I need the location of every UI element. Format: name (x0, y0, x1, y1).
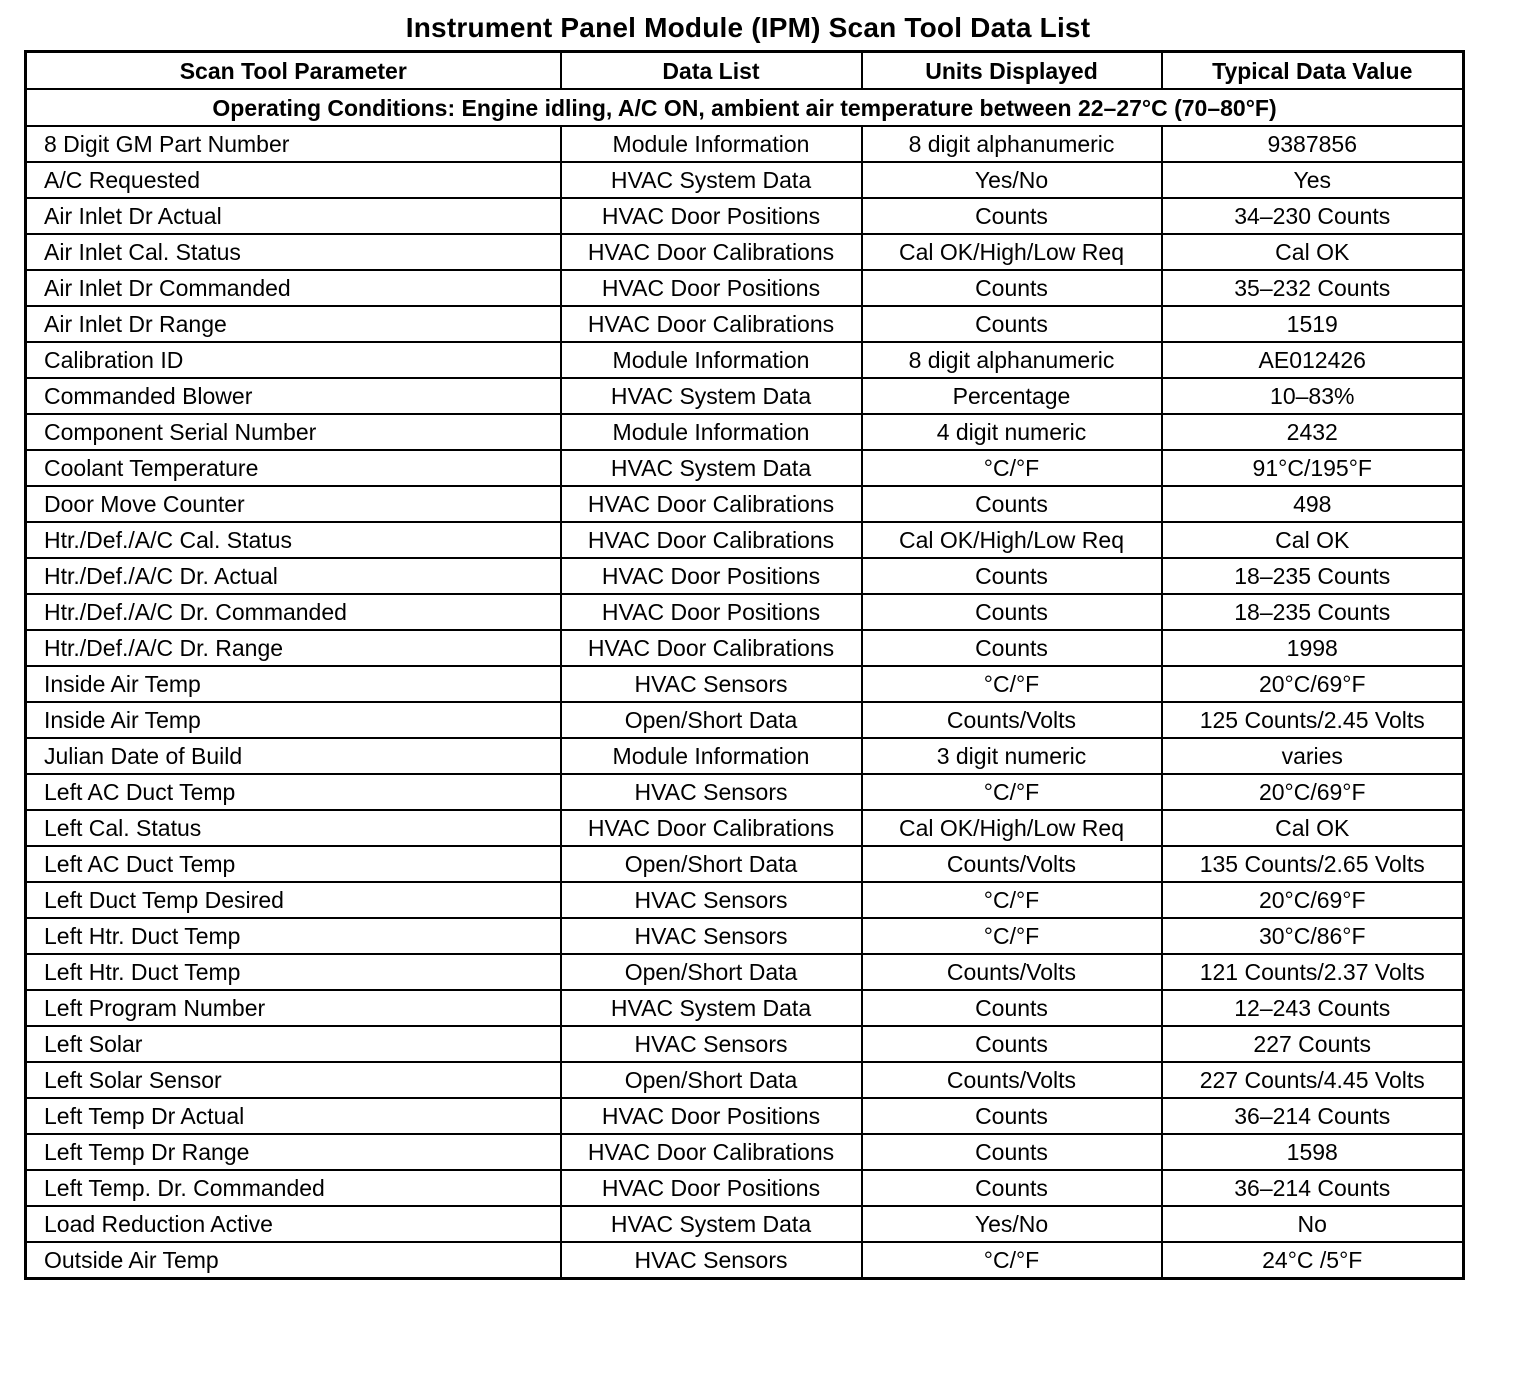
cell-parameter: Left Htr. Duct Temp (26, 918, 561, 954)
cell-data-list: HVAC Door Positions (561, 270, 862, 306)
cell-parameter: Left AC Duct Temp (26, 846, 561, 882)
table-row (26, 918, 1464, 954)
column-header-units: Units Displayed (862, 52, 1162, 90)
cell-parameter: Air Inlet Dr Commanded (26, 270, 561, 306)
table-row (26, 702, 1464, 738)
cell-units: Percentage (862, 378, 1162, 414)
cell-parameter: 8 Digit GM Part Number (26, 126, 561, 162)
cell-typical-value: 30°C/86°F (1162, 918, 1464, 954)
cell-data-list: Open/Short Data (561, 846, 862, 882)
cell-units: Counts (862, 1026, 1162, 1062)
cell-units: °C/°F (862, 666, 1162, 702)
cell-typical-value: 227 Counts (1162, 1026, 1464, 1062)
cell-data-list: Module Information (561, 738, 862, 774)
cell-units: Counts (862, 306, 1162, 342)
table-row (26, 378, 1464, 414)
cell-data-list: Open/Short Data (561, 702, 862, 738)
cell-parameter: Htr./Def./A/C Dr. Range (26, 630, 561, 666)
cell-typical-value: AE012426 (1162, 342, 1464, 378)
cell-units: Cal OK/High/Low Req (862, 522, 1162, 558)
cell-units: Counts/Volts (862, 702, 1162, 738)
cell-data-list: HVAC Door Calibrations (561, 306, 862, 342)
header-row (26, 52, 1464, 90)
cell-data-list: HVAC Sensors (561, 774, 862, 810)
cell-typical-value: 36–214 Counts (1162, 1098, 1464, 1134)
column-header-typical-value: Typical Data Value (1162, 52, 1464, 90)
cell-data-list: Open/Short Data (561, 954, 862, 990)
cell-data-list: Module Information (561, 414, 862, 450)
cell-typical-value: 227 Counts/4.45 Volts (1162, 1062, 1464, 1098)
cell-units: °C/°F (862, 1242, 1162, 1279)
table-row (26, 234, 1464, 270)
cell-typical-value: 20°C/69°F (1162, 882, 1464, 918)
cell-parameter: Htr./Def./A/C Dr. Commanded (26, 594, 561, 630)
cell-typical-value: varies (1162, 738, 1464, 774)
cell-parameter: Left Solar (26, 1026, 561, 1062)
table-row (26, 1098, 1464, 1134)
table-row (26, 486, 1464, 522)
cell-typical-value: 18–235 Counts (1162, 594, 1464, 630)
cell-typical-value: No (1162, 1206, 1464, 1242)
cell-typical-value: 498 (1162, 486, 1464, 522)
table-row (26, 558, 1464, 594)
cell-data-list: Module Information (561, 126, 862, 162)
cell-units: Counts/Volts (862, 954, 1162, 990)
table-row (26, 882, 1464, 918)
table-row (26, 810, 1464, 846)
cell-typical-value: 35–232 Counts (1162, 270, 1464, 306)
cell-data-list: HVAC Door Positions (561, 1098, 862, 1134)
table-row (26, 954, 1464, 990)
table-row (26, 306, 1464, 342)
cell-parameter: Inside Air Temp (26, 666, 561, 702)
cell-units: Yes/No (862, 1206, 1162, 1242)
cell-parameter: Calibration ID (26, 342, 561, 378)
cell-typical-value: 91°C/195°F (1162, 450, 1464, 486)
cell-typical-value: 121 Counts/2.37 Volts (1162, 954, 1464, 990)
table-row (26, 738, 1464, 774)
table-body (26, 126, 1464, 1279)
cell-data-list: HVAC Door Positions (561, 198, 862, 234)
operating-conditions-row (26, 89, 1464, 126)
table-row (26, 126, 1464, 162)
cell-parameter: Left Temp Dr Range (26, 1134, 561, 1170)
cell-data-list: HVAC Sensors (561, 918, 862, 954)
cell-parameter: Left Cal. Status (26, 810, 561, 846)
cell-parameter: Left Duct Temp Desired (26, 882, 561, 918)
table-row (26, 162, 1464, 198)
cell-parameter: A/C Requested (26, 162, 561, 198)
operating-conditions: Operating Conditions: Engine idling, A/C ON, ambient air temperature between 22–27°C (70–80°F) (26, 89, 1464, 126)
table-row (26, 594, 1464, 630)
cell-data-list: HVAC Sensors (561, 666, 862, 702)
table-row (26, 1206, 1464, 1242)
page-title: Instrument Panel Module (IPM) Scan Tool Data List (405, 12, 1091, 43)
table-row (26, 774, 1464, 810)
cell-units: Counts (862, 1098, 1162, 1134)
cell-units: Counts (862, 558, 1162, 594)
table-row (26, 450, 1464, 486)
table-row (26, 198, 1464, 234)
table-row (26, 1170, 1464, 1206)
cell-units: °C/°F (862, 882, 1162, 918)
cell-typical-value: 9387856 (1162, 126, 1464, 162)
cell-typical-value: 125 Counts/2.45 Volts (1162, 702, 1464, 738)
cell-parameter: Air Inlet Dr Actual (26, 198, 561, 234)
cell-typical-value: 20°C/69°F (1162, 774, 1464, 810)
cell-data-list: HVAC Door Calibrations (561, 630, 862, 666)
table-row (26, 1062, 1464, 1098)
cell-units: Yes/No (862, 162, 1162, 198)
table-row (26, 342, 1464, 378)
cell-typical-value: 2432 (1162, 414, 1464, 450)
cell-typical-value: 24°C /5°F (1162, 1242, 1464, 1279)
cell-units: °C/°F (862, 918, 1162, 954)
cell-parameter: Left Htr. Duct Temp (26, 954, 561, 990)
cell-parameter: Inside Air Temp (26, 702, 561, 738)
cell-parameter: Component Serial Number (26, 414, 561, 450)
cell-typical-value: 1519 (1162, 306, 1464, 342)
cell-typical-value: 18–235 Counts (1162, 558, 1464, 594)
cell-parameter: Left Temp. Dr. Commanded (26, 1170, 561, 1206)
cell-parameter: Coolant Temperature (26, 450, 561, 486)
table-row (26, 1134, 1464, 1170)
table-row (26, 630, 1464, 666)
cell-data-list: Module Information (561, 342, 862, 378)
cell-units: Counts/Volts (862, 846, 1162, 882)
cell-data-list: HVAC System Data (561, 162, 862, 198)
cell-units: Counts (862, 270, 1162, 306)
cell-typical-value: 36–214 Counts (1162, 1170, 1464, 1206)
cell-parameter: Air Inlet Dr Range (26, 306, 561, 342)
cell-data-list: HVAC System Data (561, 378, 862, 414)
table-row (26, 270, 1464, 306)
cell-data-list: HVAC Sensors (561, 1242, 862, 1279)
table-row (26, 1026, 1464, 1062)
cell-typical-value: 135 Counts/2.65 Volts (1162, 846, 1464, 882)
cell-parameter: Commanded Blower (26, 378, 561, 414)
cell-units: Counts (862, 486, 1162, 522)
cell-data-list: HVAC Door Positions (561, 594, 862, 630)
cell-parameter: Door Move Counter (26, 486, 561, 522)
cell-typical-value: Yes (1162, 162, 1464, 198)
cell-data-list: HVAC Door Calibrations (561, 1134, 862, 1170)
cell-parameter: Outside Air Temp (26, 1242, 561, 1279)
cell-data-list: HVAC Sensors (561, 882, 862, 918)
cell-units: Counts (862, 594, 1162, 630)
cell-units: °C/°F (862, 450, 1162, 486)
cell-typical-value: Cal OK (1162, 522, 1464, 558)
cell-parameter: Julian Date of Build (26, 738, 561, 774)
cell-units: Counts/Volts (862, 1062, 1162, 1098)
cell-parameter: Htr./Def./A/C Cal. Status (26, 522, 561, 558)
table-row (26, 1242, 1464, 1279)
column-header-data-list: Data List (561, 52, 862, 90)
cell-units: 3 digit numeric (862, 738, 1162, 774)
cell-typical-value: 12–243 Counts (1162, 990, 1464, 1026)
cell-units: 8 digit alphanumeric (862, 126, 1162, 162)
table-row (26, 666, 1464, 702)
cell-typical-value: 10–83% (1162, 378, 1464, 414)
cell-data-list: HVAC Door Positions (561, 558, 862, 594)
cell-data-list: HVAC Sensors (561, 1026, 862, 1062)
cell-data-list: HVAC Door Calibrations (561, 234, 862, 270)
cell-data-list: HVAC System Data (561, 1206, 862, 1242)
cell-units: Counts (862, 198, 1162, 234)
cell-typical-value: 34–230 Counts (1162, 198, 1464, 234)
cell-units: °C/°F (862, 774, 1162, 810)
cell-typical-value: Cal OK (1162, 810, 1464, 846)
cell-data-list: HVAC Door Calibrations (561, 810, 862, 846)
cell-data-list: HVAC System Data (561, 990, 862, 1026)
cell-units: Cal OK/High/Low Req (862, 810, 1162, 846)
cell-typical-value: 1598 (1162, 1134, 1464, 1170)
cell-data-list: Open/Short Data (561, 1062, 862, 1098)
cell-units: 4 digit numeric (862, 414, 1162, 450)
cell-units: Counts (862, 990, 1162, 1026)
scan-tool-data-table (24, 50, 1465, 1280)
cell-typical-value: Cal OK (1162, 234, 1464, 270)
cell-units: Counts (862, 1134, 1162, 1170)
cell-typical-value: 20°C/69°F (1162, 666, 1464, 702)
cell-parameter: Left AC Duct Temp (26, 774, 561, 810)
cell-data-list: HVAC Door Positions (561, 1170, 862, 1206)
cell-parameter: Left Solar Sensor (26, 1062, 561, 1098)
cell-typical-value: 1998 (1162, 630, 1464, 666)
cell-units: Cal OK/High/Low Req (862, 234, 1162, 270)
table-row (26, 846, 1464, 882)
cell-parameter: Left Temp Dr Actual (26, 1098, 561, 1134)
cell-data-list: HVAC Door Calibrations (561, 486, 862, 522)
cell-units: 8 digit alphanumeric (862, 342, 1162, 378)
cell-units: Counts (862, 1170, 1162, 1206)
cell-parameter: Htr./Def./A/C Dr. Actual (26, 558, 561, 594)
cell-units: Counts (862, 630, 1162, 666)
cell-parameter: Load Reduction Active (26, 1206, 561, 1242)
cell-data-list: HVAC Door Calibrations (561, 522, 862, 558)
table-row (26, 522, 1464, 558)
column-header-parameter: Scan Tool Parameter (26, 52, 561, 90)
table-row (26, 990, 1464, 1026)
cell-data-list: HVAC System Data (561, 450, 862, 486)
table-row (26, 414, 1464, 450)
cell-parameter: Air Inlet Cal. Status (26, 234, 561, 270)
cell-parameter: Left Program Number (26, 990, 561, 1026)
